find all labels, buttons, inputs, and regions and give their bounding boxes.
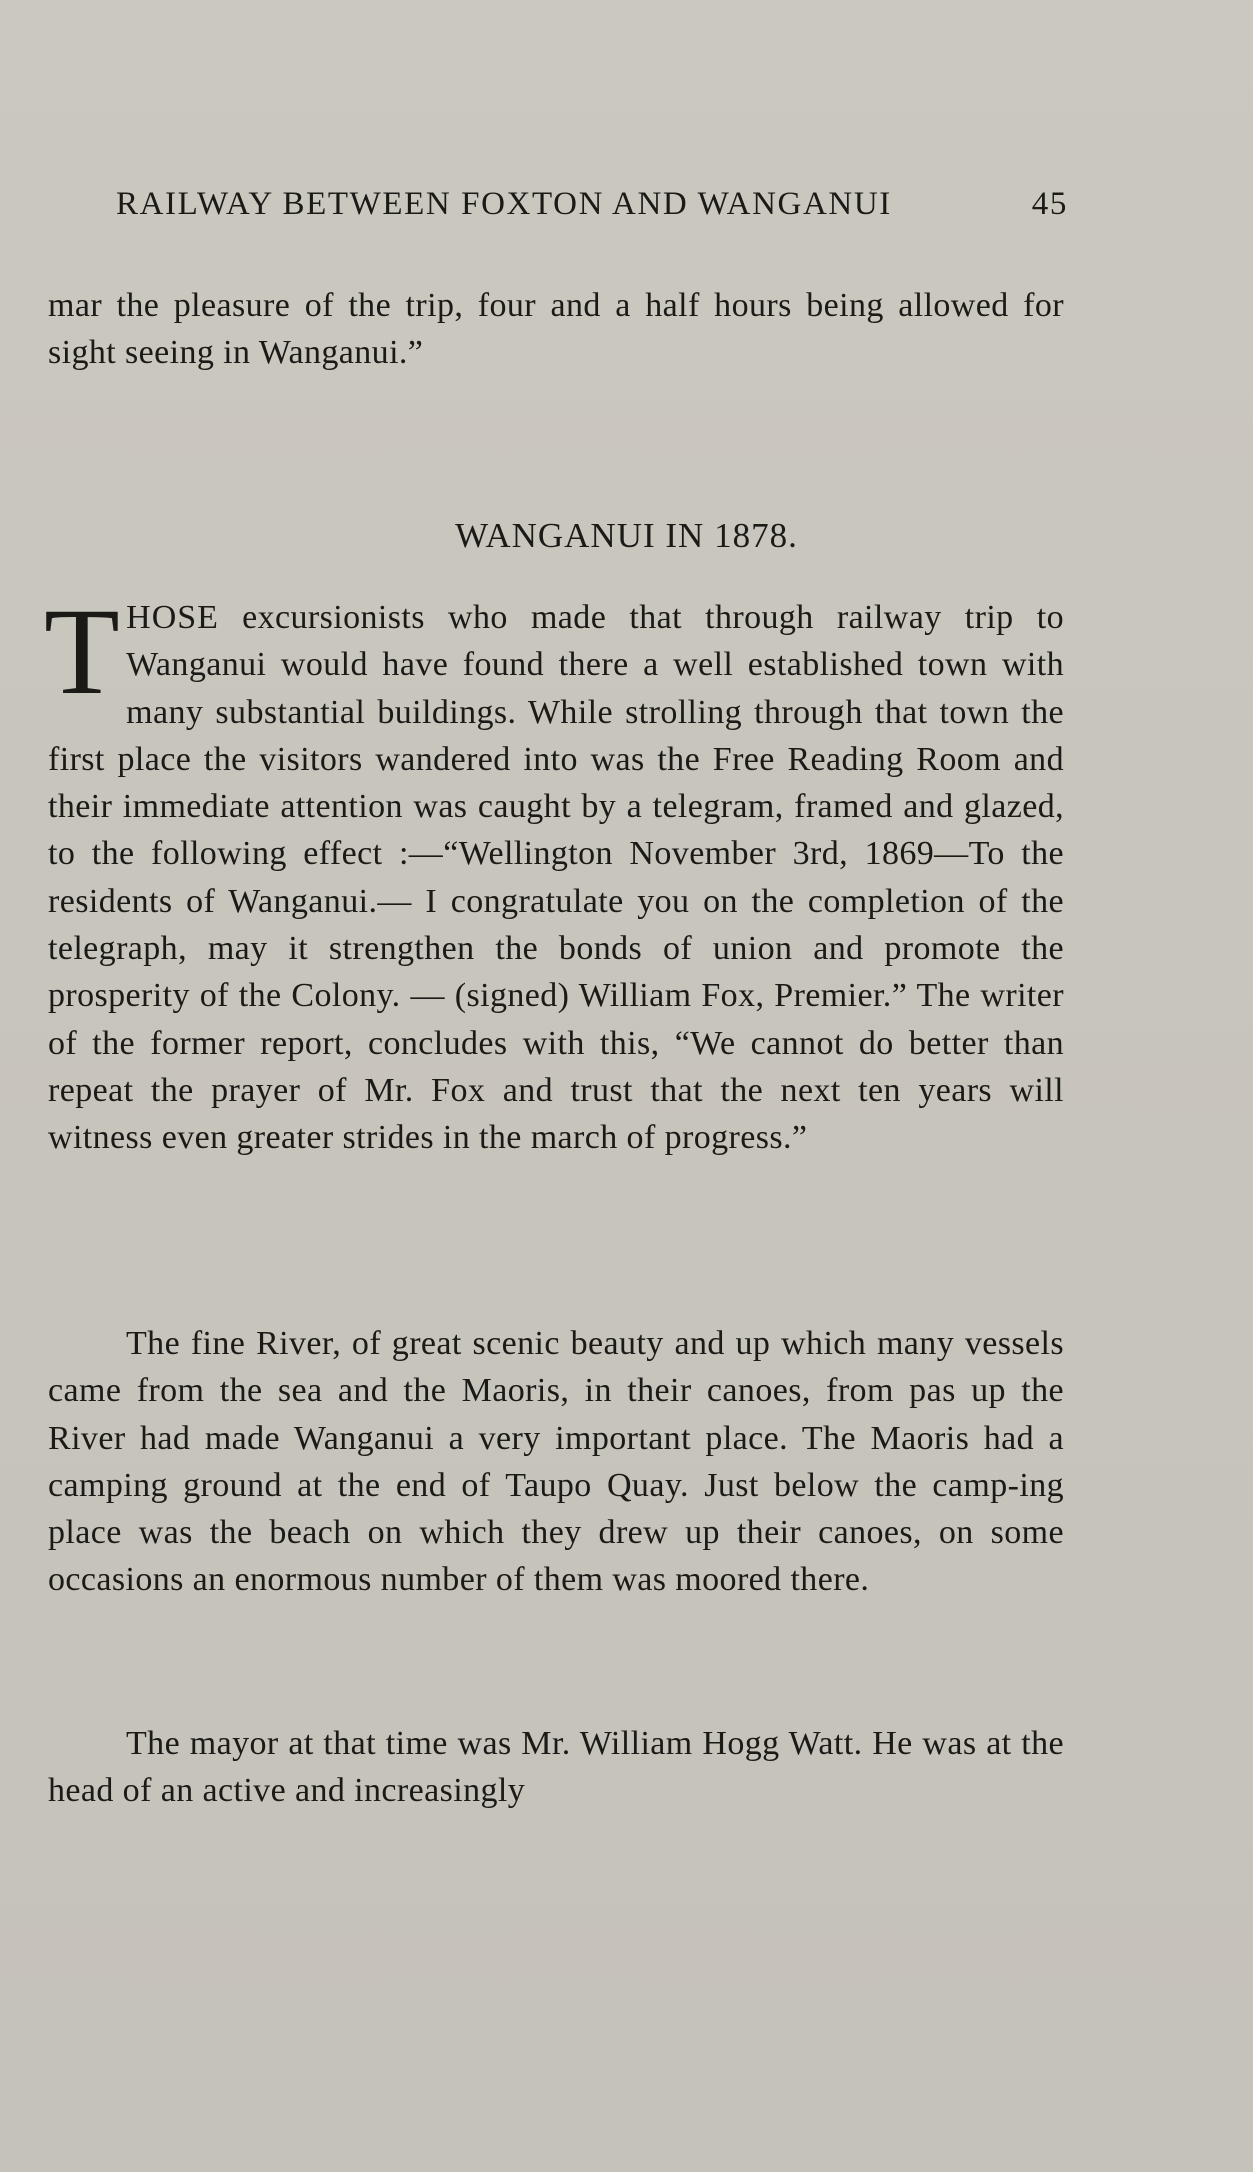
paragraph-1 — [44, 583, 1064, 1162]
continuation-paragraph — [48, 282, 1064, 377]
small-caps-lead: HOSE — [126, 599, 219, 636]
page-number: 45 — [1031, 186, 1068, 222]
paragraph-3 — [48, 1720, 1064, 1815]
section-title: WANGANUI IN 1878. — [455, 516, 798, 555]
running-head — [116, 186, 1068, 223]
paragraph-1-text: excursionists who made that through railway trip to Wanganui would have found there a well established town with many substantial buildings. While strolling through that town the first place the visitors wandered into was the Free Reading Room and their immediate attention was caught by a telegram, framed and glazed, to the following effect :—“Wellington November 3rd, 1869—To the residents of Wanganui.— I congratulate you on the completion of the telegraph, may it strengthen the bonds of union and promote the prosperity of the Colony. — (signed) William Fox, Premier.” The writer of the former report, concludes with this, “We cannot do better than repeat the prayer of Mr. Fox and trust that the next ten years will witness even greater strides in the march of progress.” — [48, 599, 1064, 1157]
paragraph-2-text: The fine River, of great scenic beauty and up which many vessels came from the sea and the Maoris, in their canoes, from pas up the River had made Wanganui a very important place. The Maoris had a camping ground at the end of Taupo Quay. Just below the camp-ing place was the beach on which they drew up their canoes, on some occasions an enormous number of them was moored there. — [48, 1325, 1064, 1599]
paragraph-3-text: The mayor at that time was Mr. William Hogg Watt. He was at the head of an active and increasingly — [48, 1725, 1064, 1810]
paragraph-2 — [48, 1320, 1064, 1604]
running-head-title: RAILWAY BETWEEN FOXTON AND WANGANUI — [116, 186, 892, 222]
drop-cap: T — [44, 583, 121, 720]
continuation-text: mar the pleasure of the trip, four and a half hours being allowed for sight seeing in Wanganui.” — [48, 287, 1064, 372]
